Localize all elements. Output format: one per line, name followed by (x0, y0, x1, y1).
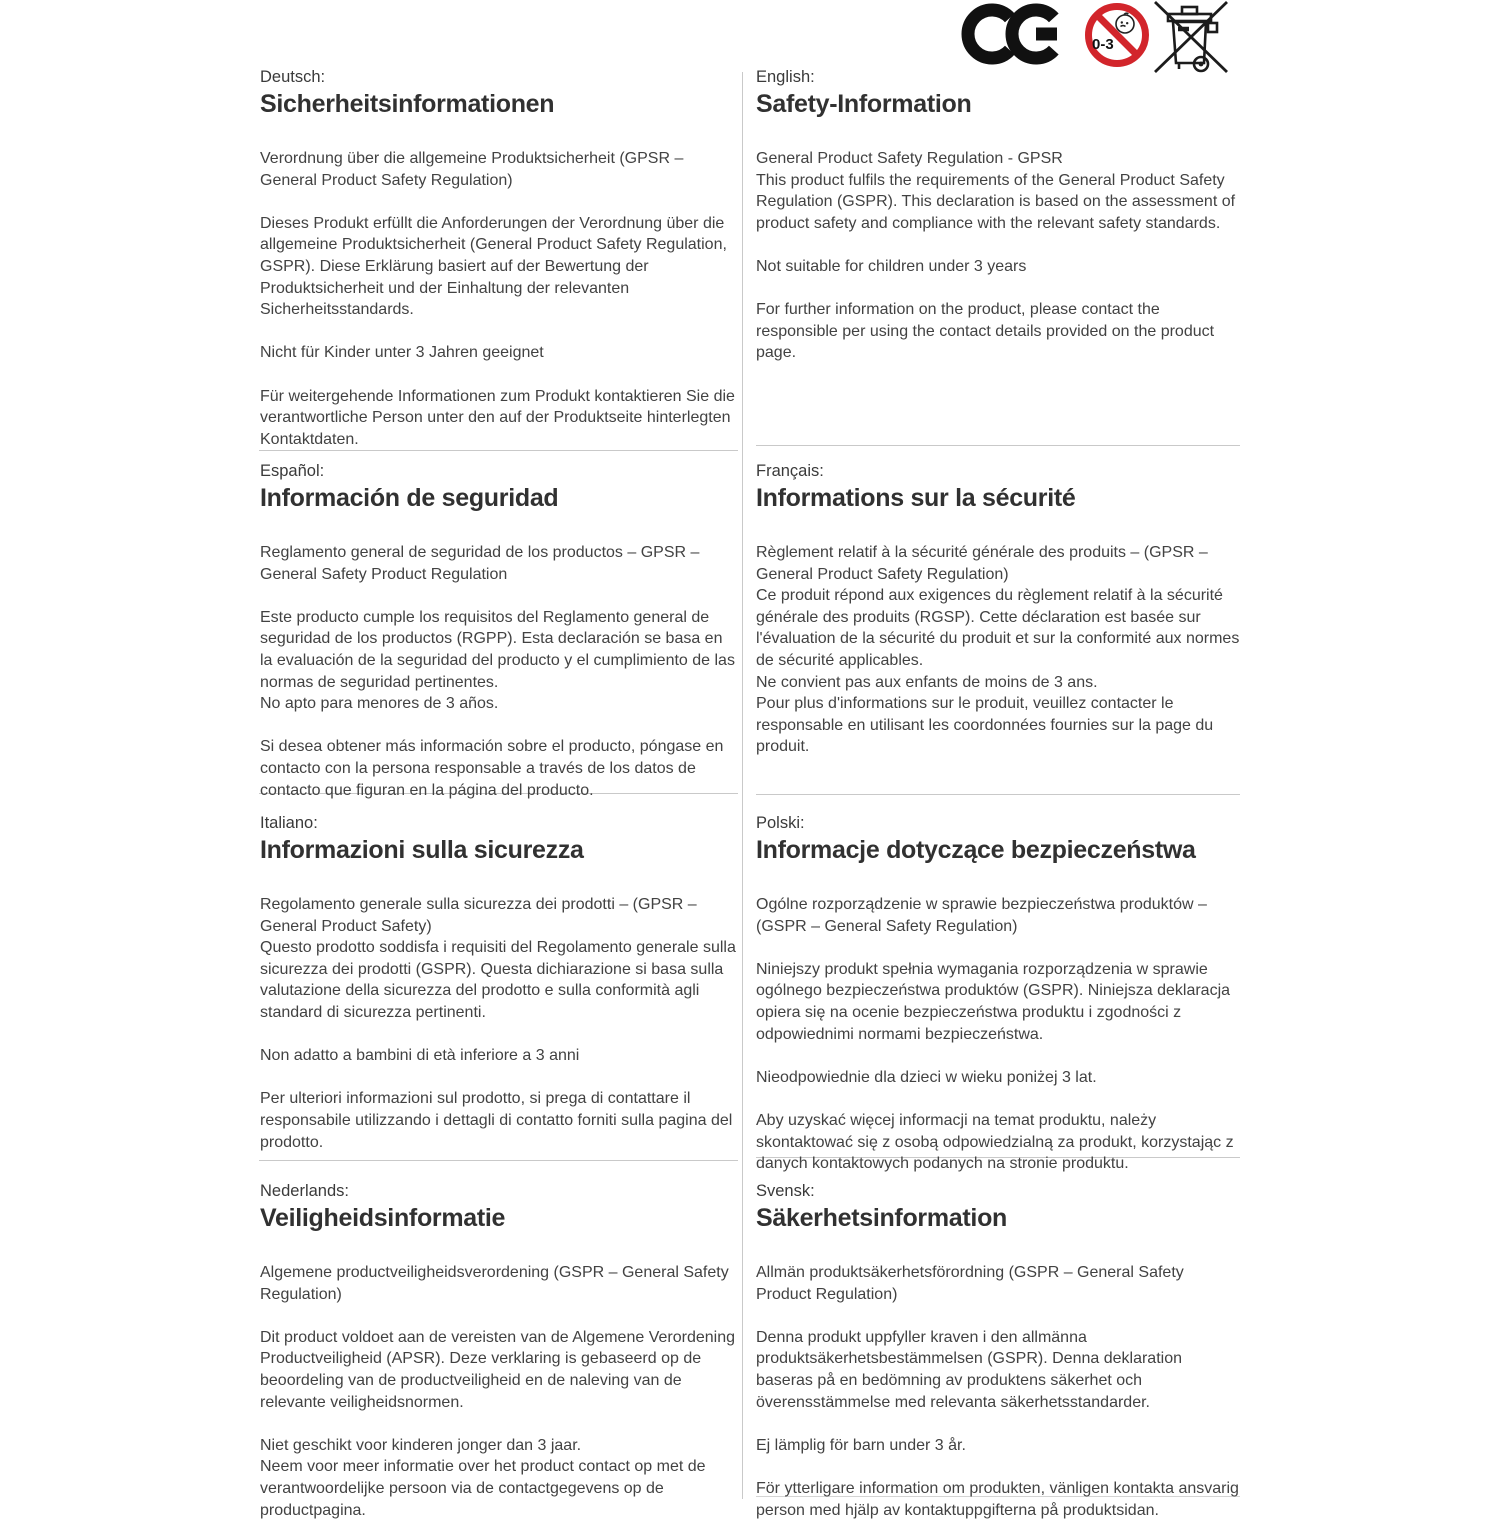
section-polski (756, 812, 1240, 1175)
row-divider (756, 794, 1240, 795)
section-heading: Informazioni sulla sicurezza (260, 836, 584, 864)
section-espanol (260, 460, 738, 801)
section-body: Ogólne rozporządzenie w sprawie bezpieczeństwa produktów – (GSPR – General Safety Regulation) Niniejszy produkt spełnia wymagania rozporządzenia w sprawie ogólnego bezpieczeństwa produktów (GSPR). Niniejsza deklaracja opiera się na ocenie bezpieczeństwa produktu i zgodności z odpowiednimi normami bezpieczeństwa. Nieodpowiednie dla dzieci w wieku poniżej 3 lat. Aby uzyskać więcej informacji na temat produktu, należy skontaktować się z osobą odpowiedzialną za produkt, korzystając z danych kontaktowych podanych na stronie produktu. (756, 896, 1234, 1173)
section-heading: Informations sur la sécurité (756, 484, 1076, 512)
section-body: Allmän produktsäkerhetsförordning (GSPR – General Safety Product Regulation) Denna produkt uppfyller kraven i den allmänna produktsäkerhetsbestämmelsen (GSPR). Denna deklaration baseras på en bedömning av produktens säkerhet och överensstämmelse med relevanta säkerhetsstandarder. Ej lämplig för barn under 3 år. För ytterligare information om produkten, vänligen kontakta ansvarig person med hjälp av kontaktuppgifterna på produktsidan. (756, 1264, 1239, 1519)
section-body: Algemene productveiligheidsverordening (GSPR – General Safety Regulation) Dit product voldoet aan de vereisten van de Algemene Verordening Productveiligheid (APSR). Deze verklaring is gebaseerd op de beoordeling van de productveiligheid en de naleving van de relevante veiligheidsnormen. Niet geschikt voor kinderen jonger dan 3 jaar. Neem voor meer informatie over het product contact op met de verantwoordelijke persoon via de contactgegevens op de productpagina. (260, 1264, 735, 1519)
section-heading: Safety-Information (756, 90, 972, 118)
section-svensk (756, 1180, 1240, 1521)
section-english (756, 66, 1240, 364)
section-body: Règlement relatif à la sécurité générale des produits – (GPSR – General Product Safety Regulation) Ce produit répond aux exigences du règlement relatif à la sécurité générale des produits (RGSP). Cette déclaration est basée sur l'évaluation de la sécurité du produit et sur la conformité aux normes de sécurité applicables. Ne convient pas aux enfants de moins de 3 ans. Pour plus d'informations sur le produit, veuillez contacter le responsable en utilisant les coordonnées fournies sur la page du produit. (756, 544, 1240, 756)
section-nederlands (260, 1180, 738, 1521)
row-divider (259, 1160, 738, 1161)
section-heading: Säkerhetsinformation (756, 1204, 1008, 1232)
section-body: Regolamento generale sulla sicurezza dei prodotti – (GPSR – General Product Safety) Questo prodotto soddisfa i requisiti del Regolamento generale sulla sicurezza dei prodotti (GSPR). Questa dichiarazione si basa sulla valutazione della sicurezza del prodotto e sulla conformità agli standard di sicurezza pertinenti. Non adatto a bambini di età inferiore a 3 anni Per ulteriori informazioni sul prodotto, si prega di contattare il responsabile utilizzando i dettagli di contatto forniti sulla pagina del prodotto. (260, 896, 736, 1151)
language-label: Svensk: (756, 1182, 815, 1200)
language-label: Français: (756, 462, 824, 480)
column-divider (742, 72, 743, 1499)
language-label: Italiano: (260, 814, 318, 832)
language-label: Nederlands: (260, 1182, 349, 1200)
language-label: Español: (260, 462, 325, 480)
section-francais (756, 460, 1240, 758)
section-deutsch (260, 66, 738, 450)
section-body: General Product Safety Regulation - GPSR This product fulfils the requirements of the General Product Safety Regulation (GSPR). This declaration is based on the assessment of product safety and compliance with the relevant safety standards. Not suitable for children under 3 years For further information on the product, please contact the responsible per using the contact details provided on the product page. (756, 150, 1236, 362)
age-warning-label: 0-3 (1092, 36, 1114, 53)
section-body: Verordnung über die allgemeine Produktsicherheit (GPSR – General Product Safety Regulation) Dieses Produkt erfüllt die Anforderungen der Verordnung über die allgemeine Produktsicherheit (General Product Safety Regulation, GSPR). Diese Erklärung basiert auf der Bewertung der Produktsicherheit und der Einhaltung der relevanten Sicherheitsstandards. Nicht für Kinder unter 3 Jahren geeignet Für weitergehende Informationen zum Produkt kontaktieren Sie die verantwortliche Person unter den auf der Produktseite hinterlegten Kontaktdaten. (260, 150, 735, 448)
ce-mark-icon (964, 0, 1060, 73)
language-label: Deutsch: (260, 68, 326, 86)
section-body: Reglamento general de seguridad de los productos – GPSR – General Safety Product Regulation Este producto cumple los requisitos del Reglamento general de seguridad de los productos (RGPP). Esta declaración se basa en la evaluación de la seguridad del producto y el cumplimiento de las normas de seguridad pertinentes. No apto para menores de 3 años. Si desea obtener más información sobre el producto, póngase en contacto con la persona responsable a través de los datos de contacto que figuran en la página del producto. (260, 544, 735, 799)
section-heading: Informacje dotyczące bezpieczeństwa (756, 836, 1196, 864)
section-heading: Veiligheidsinformatie (260, 1204, 506, 1232)
language-label: English: (756, 68, 815, 86)
language-label: Polski: (756, 814, 805, 832)
section-heading: Información de seguridad (260, 484, 559, 512)
age-warning-0-3-icon (1084, 2, 1150, 73)
section-italiano (260, 812, 738, 1153)
row-divider (756, 445, 1240, 446)
section-heading: Sicherheitsinformationen (260, 90, 555, 118)
